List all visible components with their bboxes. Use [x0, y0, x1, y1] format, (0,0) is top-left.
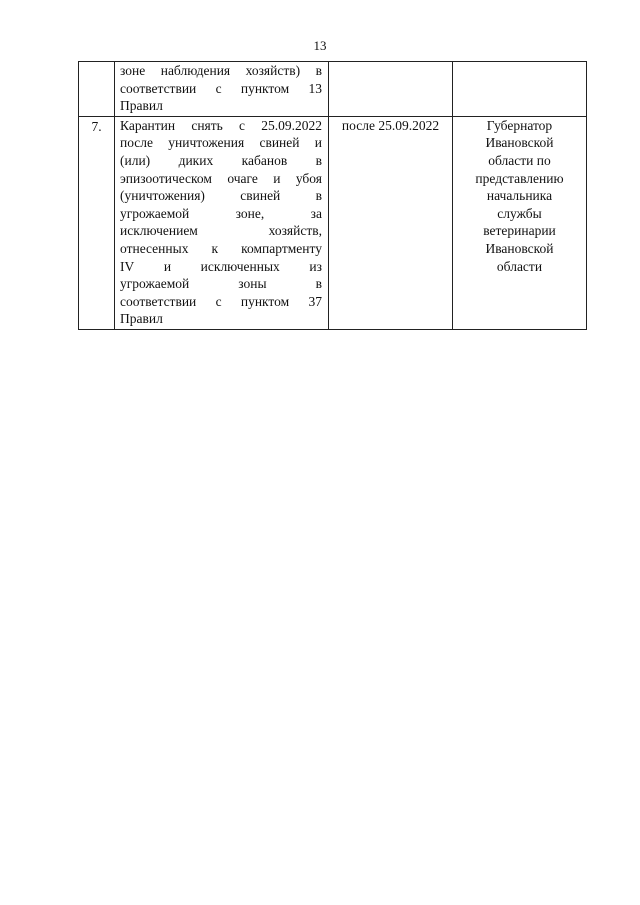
measure-word: кабанов: [241, 152, 288, 168]
responsible-line: области по: [488, 152, 551, 168]
measure-word: соответствии: [120, 293, 197, 309]
measure-word: хозяйств): [245, 63, 301, 78]
measure-word: и: [314, 135, 322, 151]
measure-word: зоны: [238, 276, 267, 292]
measure-word: IV: [120, 258, 135, 274]
responsible-line: Губернатор: [486, 117, 553, 133]
measure-word: наблюдения: [160, 63, 231, 78]
measure-word: 25.09.2022: [261, 117, 322, 133]
measure-word: 13: [308, 80, 322, 96]
responsible-line: Ивановской: [485, 240, 554, 256]
measure-word: (уничтожения): [120, 188, 205, 204]
measure-word: эпизоотическом: [120, 170, 212, 186]
measure-word: с: [215, 80, 222, 96]
responsible-cell: [453, 62, 587, 117]
measure-line: [120, 134, 322, 152]
measure-line: [120, 187, 322, 205]
measure-line: [120, 152, 322, 170]
responsible-line: начальника: [486, 188, 553, 204]
measure-word: угрожаемой: [120, 205, 190, 221]
measure-word: с: [215, 293, 222, 309]
responsible-line: области: [496, 258, 543, 274]
measure-word: свиней: [240, 188, 281, 204]
responsible-line: представлению: [475, 170, 564, 186]
responsible-cell: [453, 116, 587, 329]
measure-word: уничтожения: [168, 135, 245, 151]
measure-line: Правил: [120, 311, 163, 327]
measure-word: и: [273, 170, 281, 186]
measure-word: зоне: [120, 63, 146, 78]
measure-word: Карантин: [120, 117, 176, 133]
measure-word: угрожаемой: [120, 276, 190, 292]
measure-line: [120, 80, 322, 98]
measure-word: хозяйств,: [268, 223, 322, 239]
row-number-cell: [79, 62, 115, 117]
row-number-cell: 7.: [79, 116, 115, 329]
measure-word: очаге: [227, 170, 258, 186]
measure-word: отнесенных: [120, 240, 189, 256]
responsible-line: ветеринарии: [483, 223, 556, 239]
measure-word: пунктом: [240, 80, 290, 96]
measure-word: в: [315, 188, 322, 204]
measure-word: (или): [120, 152, 151, 168]
measure-word: исключением: [120, 223, 198, 239]
measure-line: [120, 240, 322, 258]
measure-word: после: [120, 135, 154, 151]
measure-word: за: [310, 205, 322, 221]
responsible-line: Ивановской: [485, 135, 554, 151]
measure-word: в: [315, 152, 322, 168]
page-number: 13: [313, 38, 327, 53]
measure-line: [120, 293, 322, 311]
measure-word: к: [211, 240, 219, 256]
measure-line: [120, 62, 322, 80]
measure-word: снять: [191, 117, 223, 133]
measure-line: [120, 205, 322, 223]
measure-word: в: [315, 276, 322, 292]
table-row: [79, 62, 587, 117]
measure-cell: [115, 116, 329, 329]
measure-word: в: [315, 63, 322, 78]
measure-line: Правил: [120, 98, 163, 114]
measure-word: убоя: [295, 170, 322, 186]
measure-word: пунктом: [240, 293, 290, 309]
measure-word: из: [309, 258, 322, 274]
responsible-line: службы: [497, 205, 542, 221]
measure-line: [120, 170, 322, 188]
measure-line: [120, 117, 322, 135]
measure-line: [120, 222, 322, 240]
measure-cell: [115, 62, 329, 117]
measure-word: исключенных: [200, 258, 280, 274]
measure-word: соответствии: [120, 80, 197, 96]
measure-word: 37: [308, 293, 322, 309]
measure-line: [120, 275, 322, 293]
table-row: [79, 116, 587, 329]
measure-word: диких: [178, 152, 214, 168]
measure-word: зоне,: [235, 205, 265, 221]
deadline-cell: после 25.09.2022: [329, 116, 453, 329]
measures-table: [78, 61, 587, 330]
measure-word: с: [239, 117, 246, 133]
measure-word: компартменту: [241, 240, 322, 256]
measure-word: свиней: [259, 135, 300, 151]
measure-line: [120, 258, 322, 276]
deadline-cell: [329, 62, 453, 117]
measure-word: и: [163, 258, 172, 274]
